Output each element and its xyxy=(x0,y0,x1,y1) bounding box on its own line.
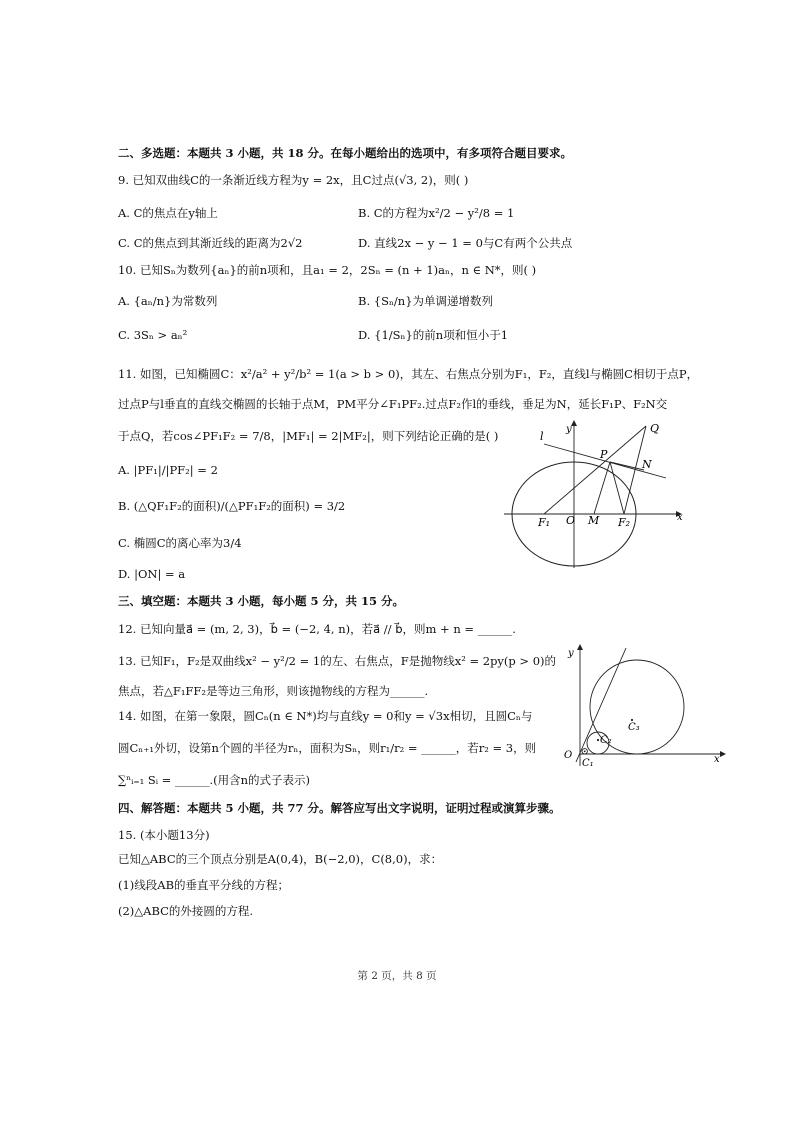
q14-stem-line-3: ∑ⁿᵢ₌₁ Sᵢ = ______.(用含n的式子表示) xyxy=(118,773,311,787)
fig1-label-l: l xyxy=(540,430,544,443)
q10-option-a: A. {aₙ/n}为常数列 xyxy=(118,294,218,308)
q15-part-2: (2)△ABC的外接圆的方程. xyxy=(118,904,254,918)
fig1-label-q: Q xyxy=(650,422,660,435)
tangent-circles-figure xyxy=(560,640,730,772)
fig2-label-x: x xyxy=(714,754,720,765)
q11-stem-line-3: 于点Q，若cos∠PF₁F₂ = 7/8，|MF₁| = 2|MF₂|，则下列结论正确的是( ) xyxy=(118,429,499,443)
q14-stem-line-2: 圆Cₙ₊₁外切，设第n个圆的半径为rₙ，面积为Sₙ，则r₁/r₂ = ______，若r₂ = 3，则 xyxy=(118,741,537,755)
q11-option-a: A. |PF₁|/|PF₂| = 2 xyxy=(118,463,218,477)
section-2-heading: 二、多选题：本题共 3 小题，共 18 分。在每小题给出的选项中，有多项符合题目要求。 xyxy=(118,146,573,160)
q13-stem-line-1: 13. 已知F₁，F₂是双曲线x² − y²/2 = 1的左、右焦点，F是抛物线x² = 2py(p > 0)的 xyxy=(118,654,557,668)
fig2-label-c1: C₁ xyxy=(582,758,594,769)
q11-option-b: B. (△QF₁F₂的面积)/(△PF₁F₂的面积) = 3/2 xyxy=(118,499,346,513)
q10-option-b: B. {Sₙ/n}为单调递增数列 xyxy=(358,294,494,308)
fig2-label-c3: C₃ xyxy=(628,722,640,733)
q9-stem: 9. 已知双曲线C的一条渐近线方程为y = 2x，且C过点(√3, 2)，则( ) xyxy=(118,173,469,187)
fig1-label-x: x xyxy=(677,512,683,523)
page-footer: 第 2 页，共 8 页 xyxy=(357,970,437,982)
q15-part-1: (1)线段AB的垂直平分线的方程； xyxy=(118,878,290,892)
fig1-label-p: P xyxy=(600,448,608,461)
q11-stem-line-1: 11. 如图，已知椭圆C：x²/a² + y²/b² = 1(a > b > 0)，其左、右焦点分别为F₁，F₂，直线l与椭圆C相切于点P， xyxy=(118,367,699,381)
q14-stem-line-1: 14. 如图，在第一象限，圆Cₙ(n ∈ N*)均与直线y = 0和y = √3x相切，且圆Cₙ与 xyxy=(118,709,533,723)
fig1-label-f2: F₂ xyxy=(618,516,631,529)
fig2-label-c2: C₂ xyxy=(600,735,612,746)
q11-option-c: C. 椭圆C的离心率为3/4 xyxy=(118,536,242,550)
q9-option-c: C. C的焦点到其渐近线的距离为2√2 xyxy=(118,236,303,250)
ellipse-figure xyxy=(500,418,690,570)
fig1-label-o: O xyxy=(566,514,576,527)
q12-stem: 12. 已知向量a⃗ = (m, 2, 3)，b⃗ = (−2, 4, n)，若a⃗ // b⃗，则m + n = ______. xyxy=(118,622,516,636)
fig2-label-o: O xyxy=(564,750,573,761)
q9-option-b: B. C的方程为x²/2 − y²/8 = 1 xyxy=(358,206,515,220)
q10-option-d: D. {1/Sₙ}的前n项和恒小于1 xyxy=(358,328,509,342)
section-4-heading: 四、解答题：本题共 5 小题，共 77 分。解答应写出文字说明，证明过程或演算步骤。 xyxy=(118,801,561,815)
fig1-label-f1: F₁ xyxy=(538,516,551,529)
fig1-label-n: N xyxy=(642,458,652,471)
section-3-heading: 三、填空题：本题共 3 小题，每小题 5 分，共 15 分。 xyxy=(118,594,405,608)
fig1-label-m: M xyxy=(588,514,600,527)
q11-stem-line-2: 过点P与l垂直的直线交椭圆的长轴于点M，PM平分∠F₁PF₂.过点F₂作l的垂线，垂足为N，延长F₁P、F₂N交 xyxy=(118,397,668,411)
fig2-label-y: y xyxy=(568,648,574,659)
q10-option-c: C. 3Sₙ > aₙ² xyxy=(118,328,188,342)
q10-stem: 10. 已知Sₙ为数列{aₙ}的前n项和，且a₁ = 2，2Sₙ = (n + 1)aₙ，n ∈ N*，则( ) xyxy=(118,263,537,277)
q15-stem: 已知△ABC的三个顶点分别是A(0,4)，B(−2,0)，C(8,0)，求： xyxy=(118,852,443,866)
fig1-label-y: y xyxy=(566,424,572,435)
q13-stem-line-2: 焦点，若△F₁FF₂是等边三角形，则该抛物线的方程为______. xyxy=(118,684,429,698)
q9-option-d: D. 直线2x − y − 1 = 0与C有两个公共点 xyxy=(358,236,573,250)
q15-title: 15. (本小题13分) xyxy=(118,828,210,842)
q9-option-a: A. C的焦点在y轴上 xyxy=(118,206,218,220)
q11-option-d: D. |ON| = a xyxy=(118,567,186,581)
